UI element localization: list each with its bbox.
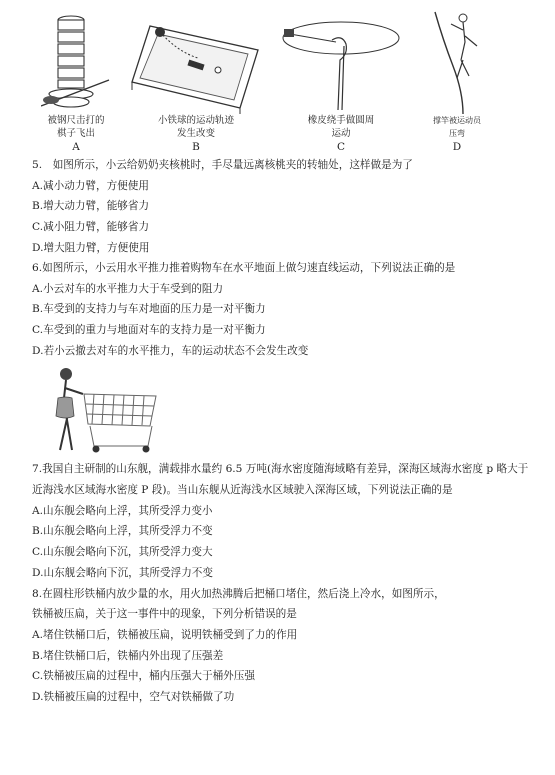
caption-line: 橡皮绕手做圆周 [307,115,375,126]
caption-line: 发生改变 [176,128,215,139]
question-7-option-c: C.山东舰会略向下沉，其所受浮力变大 [32,546,213,558]
question-8-option-a: A.堵住铁桶口后，铁桶被压扁，说明铁桶受到了力的作用 [32,629,298,641]
question-5-option-d: D.增大阻力臂，方便使用 [32,242,150,254]
question-5-stem: 5. 如图所示，小云给奶奶夹核桃时，手尽量远离核桃夹的转轴处，这样做是为了 [32,159,413,171]
figure-row [36,10,506,160]
question-8-option-c: C.铁桶被压扁的过程中，桶内压强大于桶外压强 [32,670,255,682]
figure-c [276,10,406,154]
figure-d-letter: D [452,141,462,153]
question-7-option-a: A.山东舰会略向上浮，其所受浮力变小 [32,505,213,517]
question-6-option-b: B.车受到的支持力与车对地面的压力是一对平衡力 [32,303,266,315]
question-6-option-c: C.车受到的重力与地面对车的支持力是一对平衡力 [32,324,266,336]
shopping-cart-figure [44,366,164,458]
question-8-stem-line-1: 8.在圆柱形铁桶内放少量的水，用火加热沸腾后把桶口堵住，然后浇上冷水，如图所示， [32,588,445,600]
iron-ball-table-illustration [128,10,264,114]
shopping-cart-illustration [44,366,164,454]
question-7-option-b: B.山东舰会略向上浮，其所受浮力不变 [32,525,213,537]
caption-line: 运动 [331,128,351,139]
question-7-stem-line-1: 7.我国自主研制的山东舰，满载排水量约 6.5 万吨(海水密度随海域略有差异，深海区域海水密度 p 略大于 [32,463,529,475]
question-5-option-c: C.减小阻力臂，能够省力 [32,221,150,233]
caption-line: 棋子飞出 [56,128,95,139]
figure-b [126,10,266,154]
caption-line: 小铁球的运动轨迹 [157,115,234,126]
figure-a-letter: A [72,141,80,153]
question-7-stem-line-2: 近海浅水区域海水密度 P 段)。当山东舰从近海浅水区域驶入深海区域，下列说法正确的是 [32,484,453,496]
question-7-option-d: D.山东舰会略向下沉，其所受浮力不变 [32,567,213,579]
figure-d-caption [408,114,506,140]
caption-line: 被钢尺击打的 [47,115,105,126]
question-5-option-a: A.减小动力臂，方便使用 [32,180,149,192]
question-8-option-b: B.堵住铁桶口后，铁桶内外出现了压强差 [32,650,224,662]
caption-line: 压弯 [449,129,465,138]
pole-vault-illustration [427,10,487,114]
figure-b-caption [126,114,266,140]
chess-stack-illustration [41,10,111,114]
question-8-stem-line-2: 铁桶被压扁，关于这一事件中的现象，下列分析错误的是 [32,608,297,620]
caption-line: 撑竿被运动员 [433,116,481,125]
question-5-option-b: B.增大动力臂，能够省力 [32,200,150,212]
rubber-circular-motion-illustration [278,10,404,114]
question-6-option-a: A.小云对车的水平推力大于车受到的阻力 [32,283,224,295]
figure-c-letter: C [336,141,346,153]
figure-c-caption [276,114,406,140]
figure-a-caption [36,114,116,140]
question-6-stem: 6.如图所示，小云用水平推力推着购物车在水平地面上做匀速直线运动，下列说法正确的是 [32,262,456,274]
question-8-option-d: D.铁桶被压扁的过程中，空气对铁桶做了功 [32,691,235,703]
figure-d [408,10,506,154]
figure-b-letter: B [192,141,200,153]
figure-a [36,10,116,154]
question-6-option-d: D.若小云撤去对车的水平推力，车的运动状态不会发生改变 [32,345,309,357]
